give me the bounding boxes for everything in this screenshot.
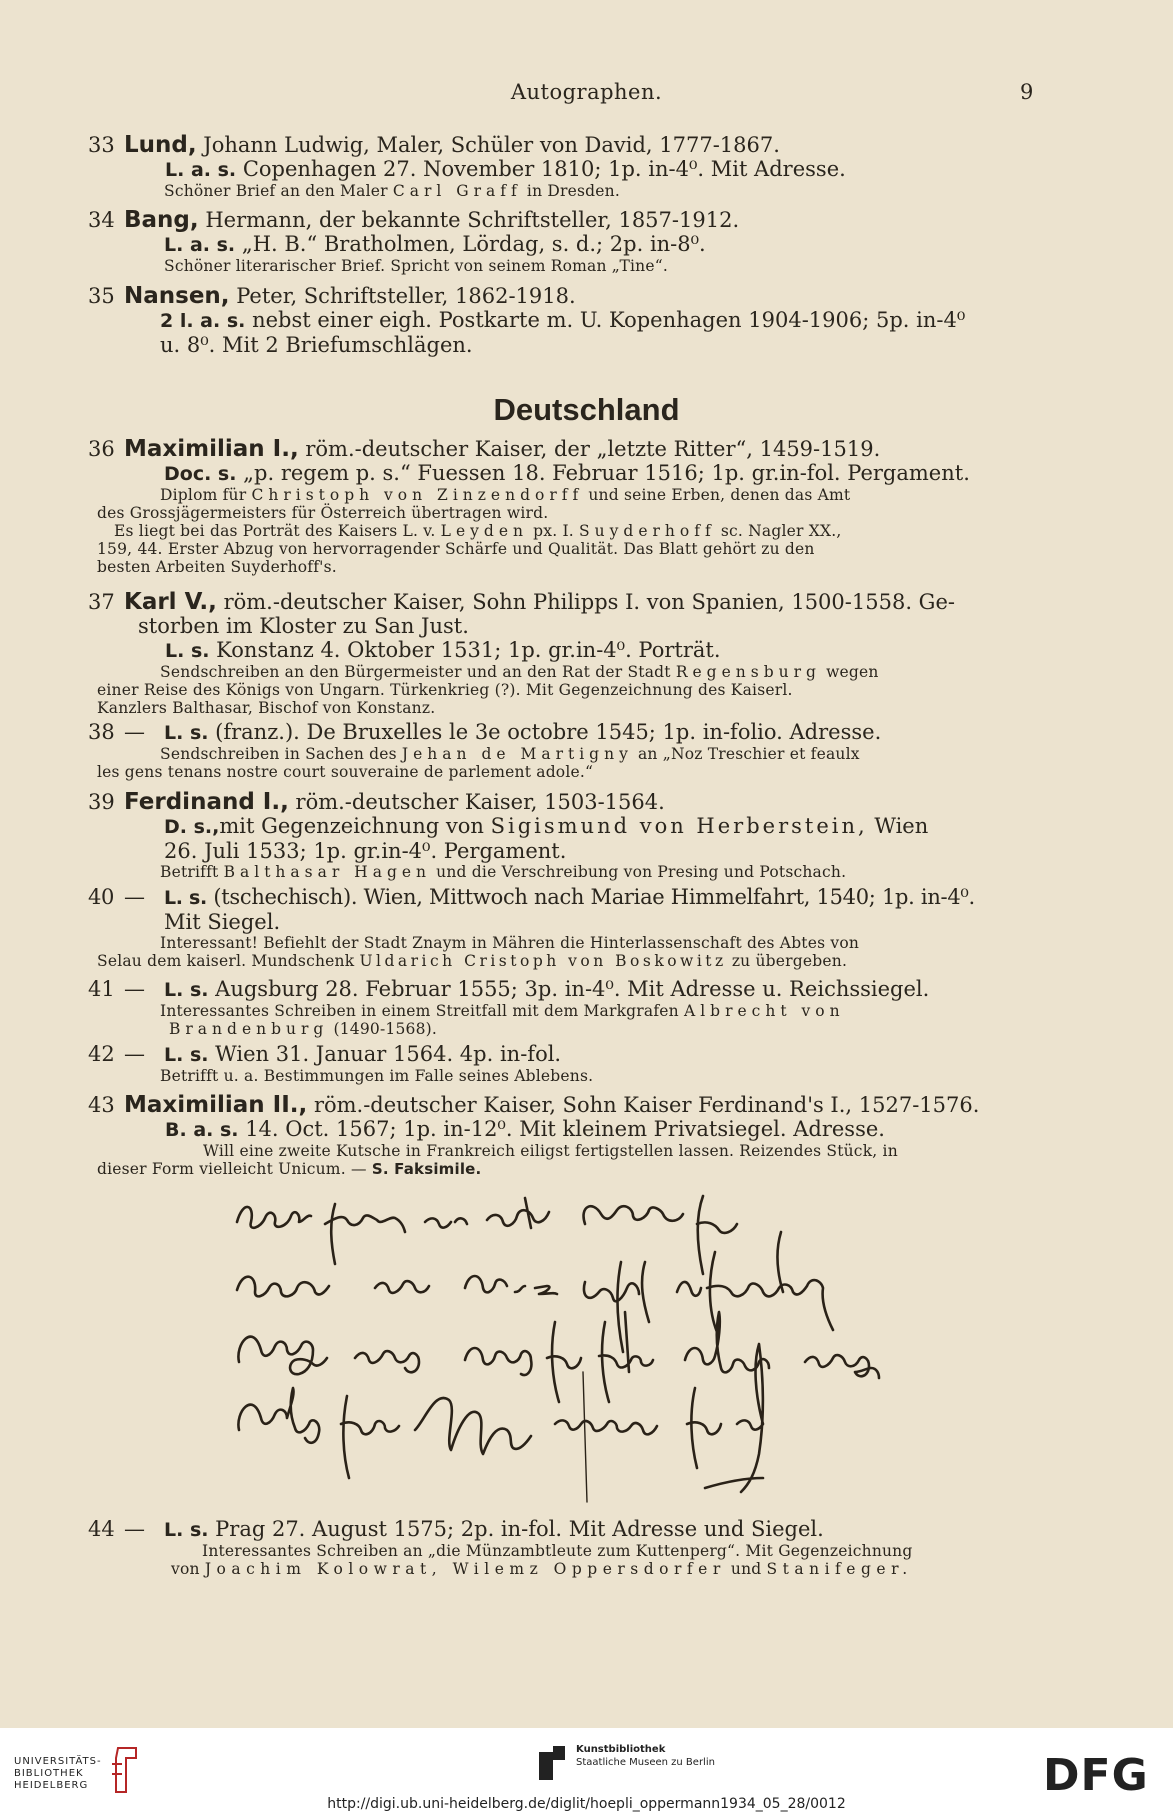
entry-type: 2 l. a. s. [160, 310, 246, 332]
person-name: Christoph von Zinzendorff [251, 486, 584, 504]
person-name: Albrecht von [684, 1002, 845, 1020]
entry-note-end: in Dresden. [526, 182, 620, 200]
section-heading: Deutschland [493, 392, 680, 427]
entry-detail-cont: u. 8⁰. Mit 2 Briefumschlägen. [160, 333, 473, 357]
entry-41 [88, 977, 1048, 1038]
entry-desc: Peter, Schriftsteller, 1862-1918. [236, 284, 576, 308]
entry-note-end: und seine Erben, denen das Amt [588, 486, 851, 504]
entry-type: L. a. s. [164, 234, 236, 256]
entry-number: 36 [88, 437, 115, 461]
entry-38 [88, 720, 1048, 781]
entry-note: und [730, 1560, 762, 1578]
entry-note: dieser Form vielleicht Unicum. — [97, 1160, 367, 1178]
entry-note-end: zu übergeben. [731, 952, 848, 970]
entry-note: 159, 44. Erster Abzug von hervorragender Schärfe und Qualität. Das Blatt gehört zu den [97, 540, 815, 558]
entry-40 [88, 885, 1048, 970]
ub-heidelberg-logo [14, 1756, 102, 1792]
entry-36 [88, 437, 1048, 576]
entry-detail: Mit Siegel. [164, 910, 281, 934]
entry-name: Bang, [124, 207, 199, 233]
entry-note: Es liegt bei das Porträt des Kaisers L. v. [114, 522, 436, 540]
entry-number: 43 [88, 1093, 115, 1117]
person-name: Leyden [440, 522, 528, 540]
logo-text: HEIDELBERG [14, 1780, 89, 1791]
entry-type: Doc. s. [164, 463, 237, 485]
logo-text: BIBLIOTHEK [14, 1768, 84, 1779]
entry-desc: röm.-deutscher Kaiser, Sohn Philipps I. von Spanien, 1500-1558. Ge- [223, 590, 955, 614]
kunstbibliothek-logo [576, 1743, 715, 1769]
entry-name: Ferdinand I., [124, 789, 289, 815]
place-name: Brandenburg [169, 1020, 329, 1038]
entry-desc: Johann Ludwig, Maler, Schüler von David, 1777-1867. [203, 133, 780, 157]
entry-number: 42 [88, 1042, 115, 1066]
entry-note: Kanzlers Balthasar, Bischof von Konstanz. [97, 699, 436, 717]
ditto-dash: — [124, 885, 145, 909]
facsimile-ref: S. Faksimile. [371, 1160, 482, 1178]
entry-note: les gens tenans nostre court souveraine de parlement adole.“ [97, 763, 594, 781]
entry-desc: röm.-deutscher Kaiser, Sohn Kaiser Ferdinand's I., 1527-1576. [313, 1093, 980, 1117]
entry-note: besten Arbeiten Suyderhoff's. [97, 558, 337, 576]
entry-44 [88, 1517, 1048, 1578]
logo-text: UNIVERSITÄTS- [14, 1756, 102, 1767]
entry-name: Maximilian II., [124, 1092, 308, 1118]
ditto-dash: — [124, 720, 145, 744]
entry-type: L. s. [164, 979, 209, 1001]
entry-note: Selau dem kaiserl. Mundschenk [97, 952, 355, 970]
entry-number: 44 [88, 1517, 115, 1541]
entry-37 [88, 590, 1048, 717]
kunstbibliothek-icon [537, 1744, 569, 1784]
entry-note: Betrifft [160, 863, 219, 881]
entry-name: Maximilian I., [124, 436, 299, 462]
entry-39 [88, 790, 1048, 881]
entry-35 [88, 284, 1048, 357]
entry-34 [88, 208, 1048, 275]
entry-note: Schöner literarischer Brief. Spricht von seinem Roman „Tine“. [164, 257, 668, 275]
person-name: Balthasar Hagen [223, 863, 432, 881]
ditto-dash: — [124, 1042, 145, 1066]
person-name: Uldarich Cristoph von Boskowitz [359, 952, 727, 970]
entry-number: 33 [88, 133, 115, 157]
entry-number: 41 [88, 977, 115, 1001]
entry-note-end: an „Noz Treschier et feaulx [637, 745, 860, 763]
entry-note: Betrifft u. a. Bestimmungen im Falle seines Ablebens. [160, 1067, 594, 1085]
handwriting-facsimile [225, 1192, 945, 1512]
entry-detail: Wien [874, 814, 929, 838]
person-name: Sigismund von Herberstein, [490, 814, 868, 838]
entry-detail: 14. Oct. 1567; 1p. in-12⁰. Mit kleinem Privatsiegel. Adresse. [245, 1117, 885, 1141]
entry-desc-cont: storben im Kloster zu San Just. [138, 614, 469, 638]
entry-note: Schöner Brief an den Maler [164, 182, 388, 200]
logo-title: Kunstbibliothek [576, 1744, 666, 1755]
entry-name: Karl V., [124, 589, 217, 615]
page-number: 9 [1020, 80, 1034, 104]
entry-type: B. a. s. [165, 1119, 239, 1141]
entry-desc: (franz.). De Bruxelles le 3e octobre 1545; 1p. in-folio. Adresse. [215, 720, 882, 744]
ub-emblem-icon [108, 1744, 142, 1796]
person-name: Stanifeger. [766, 1560, 913, 1578]
entry-detail: mit Gegenzeichnung von [219, 814, 484, 838]
entry-33 [88, 133, 1048, 200]
entry-desc: Prag 27. August 1575; 2p. in-fol. Mit Adresse und Siegel. [215, 1517, 824, 1541]
entry-note: Sendschreiben in Sachen des [160, 745, 397, 763]
logo-subtitle: Staatliche Museen zu Berlin [576, 1757, 715, 1768]
entry-type: L. s. [165, 640, 210, 662]
entry-type: L. s. [164, 887, 207, 909]
entry-desc: röm.-deutscher Kaiser, 1503-1564. [295, 790, 665, 814]
entry-note: einer Reise des Königs von Ungarn. Türkenkrieg (?). Mit Gegenzeichnung des Kaiserl. [97, 681, 793, 699]
entry-type: D. s., [164, 816, 220, 838]
entry-note: px. I. [533, 522, 574, 540]
entry-note: Interessant! Befiehlt der Stadt Znaym in Mähren die Hinterlassenschaft des Abtes von [160, 934, 860, 952]
entry-note-end: wegen [826, 663, 879, 681]
entry-desc: Wien 31. Januar 1564. 4p. in-fol. [215, 1042, 562, 1066]
entry-name: Nansen, [124, 283, 230, 309]
entry-detail: Konstanz 4. Oktober 1531; 1p. gr.in-4⁰. Porträt. [216, 638, 721, 662]
person-name: Suyderhoff [579, 522, 716, 540]
entry-note: Diplom für [160, 486, 247, 504]
entry-note: sc. Nagler XX., [720, 522, 842, 540]
entry-note-end: (1490-1568). [333, 1020, 438, 1038]
entry-name: Lund, [124, 132, 197, 158]
entry-note: Interessantes Schreiben in einem Streitfall mit dem Markgrafen [160, 1002, 679, 1020]
entry-number: 35 [88, 284, 115, 308]
source-url[interactable]: http://digi.ub.uni-heidelberg.de/diglit/hoepli_oppermann1934_05_28/0012 [327, 1796, 846, 1812]
place-name: Regensburg [675, 663, 821, 681]
entry-type: L. s. [164, 722, 209, 744]
entry-number: 39 [88, 790, 115, 814]
entry-note-end: und die Verschreibung von Presing und Potschach. [436, 863, 847, 881]
entry-number: 34 [88, 208, 115, 232]
dfg-logo: DFG [1043, 1750, 1149, 1801]
running-header: Autographen. [510, 80, 663, 104]
entry-type: L. s. [164, 1519, 209, 1541]
entry-desc: Hermann, der bekannte Schriftsteller, 1857-1912. [205, 208, 740, 232]
person-name: Jehan de Martigny [401, 745, 633, 763]
ditto-dash: — [124, 1517, 145, 1541]
entry-type: L. s. [164, 1044, 209, 1066]
entry-detail: „p. regem p. s.“ Fuessen 18. Februar 1516; 1p. gr.in-fol. Pergament. [243, 461, 970, 485]
person-name: Carl Graff [392, 182, 522, 200]
entry-note: Interessantes Schreiben an „die Münzambtleute zum Kuttenperg“. Mit Gegenzeichnung [202, 1542, 913, 1560]
entry-detail-cont: 26. Juli 1533; 1p. gr.in-4⁰. Pergament. [164, 839, 567, 863]
entry-desc: (tschechisch). Wien, Mittwoch nach Mariae Himmelfahrt, 1540; 1p. in-4⁰. [213, 885, 975, 909]
entry-desc: röm.-deutscher Kaiser, der „letzte Ritter“, 1459-1519. [305, 437, 881, 461]
entry-note: Will eine zweite Kutsche in Frankreich eiligst fertigstellen lassen. Reizendes Stück, in [203, 1142, 898, 1160]
entry-number: 38 [88, 720, 115, 744]
entry-desc: Augsburg 28. Februar 1555; 3p. in-4⁰. Mit Adresse u. Reichssiegel. [215, 977, 930, 1001]
entry-note: Sendschreiben an den Bürgermeister und an den Rat der Stadt [160, 663, 671, 681]
entry-number: 37 [88, 590, 115, 614]
ditto-dash: — [124, 977, 145, 1001]
entry-detail: „H. B.“ Bratholmen, Lördag, s. d.; 2p. in-8⁰. [241, 232, 706, 256]
entry-note: von [171, 1560, 200, 1578]
entry-43 [88, 1093, 1048, 1178]
entry-note: des Grossjägermeisters für Österreich übertragen wird. [97, 504, 549, 522]
entry-detail: Copenhagen 27. November 1810; 1p. in-4⁰. Mit Adresse. [242, 157, 846, 181]
entry-number: 40 [88, 885, 115, 909]
entry-42 [88, 1042, 1048, 1085]
entry-type: L. a. s. [165, 159, 237, 181]
person-name: Joachim Kolowrat, Wilemz Oppersdorfer [204, 1560, 726, 1578]
entry-detail: nebst einer eigh. Postkarte m. U. Kopenhagen 1904-1906; 5p. in-4⁰ [252, 308, 966, 332]
